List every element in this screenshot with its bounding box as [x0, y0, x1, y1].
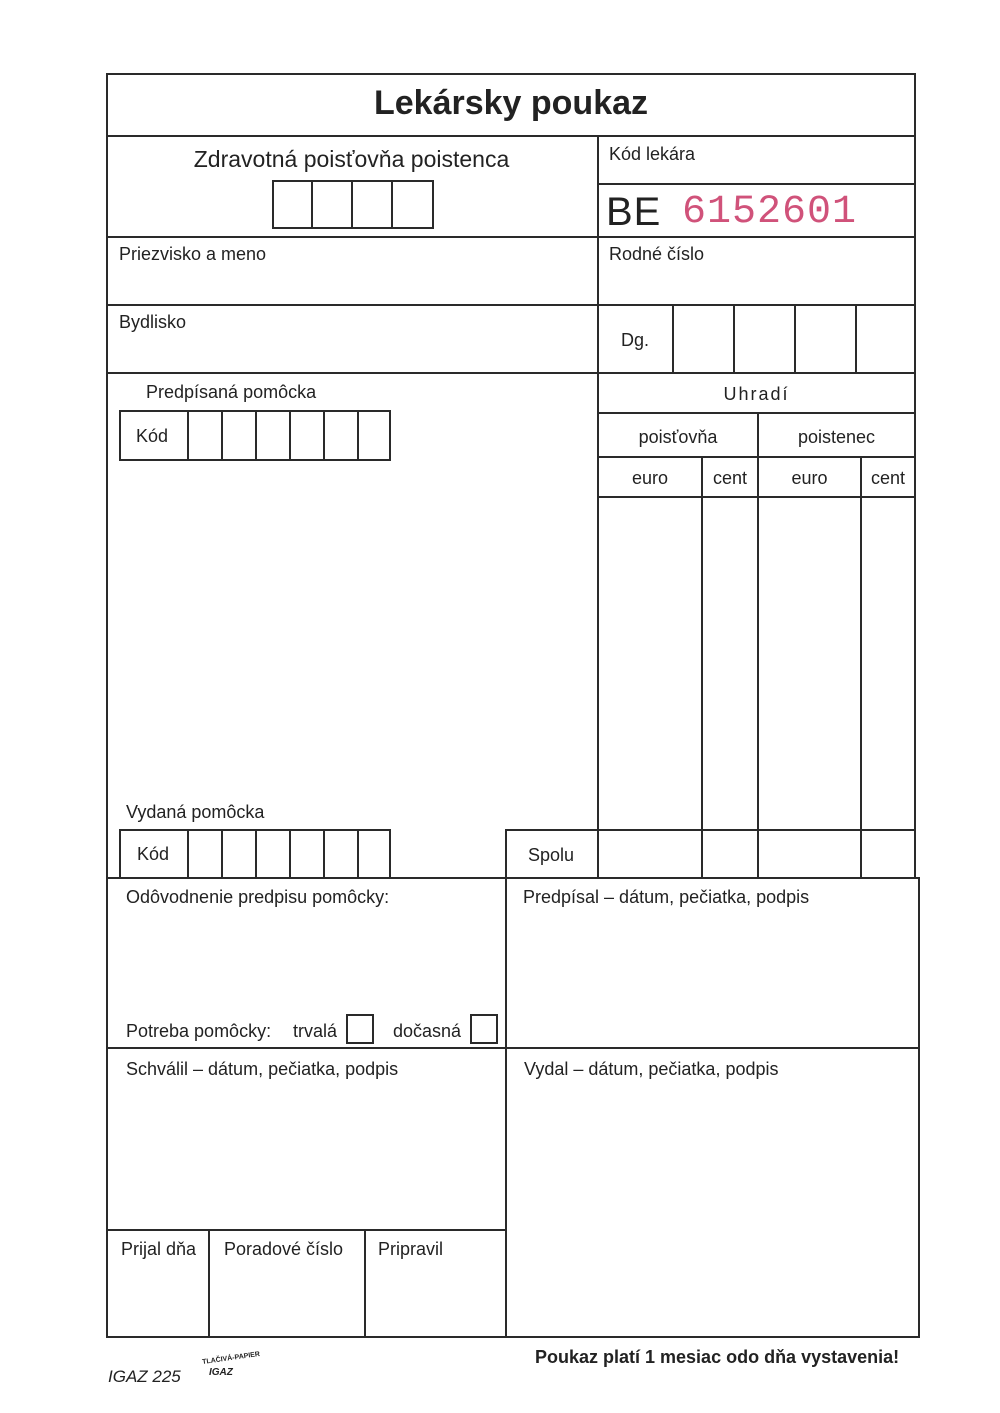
insured-column-header: poistenec: [797, 427, 876, 447]
validity-note: Poukaz platí 1 mesiac odo dňa vystavenia!: [535, 1347, 900, 1367]
prescribed-aid-label: Predpísaná pomôcka: [146, 382, 317, 402]
total-label: Spolu: [528, 845, 575, 865]
insurer-euro-header: euro: [631, 468, 669, 488]
justification-label: Odôvodnenie predpisu pomôcky:: [126, 887, 390, 907]
issued-aid-label: Vydaná pomôcka: [126, 802, 265, 822]
prescribed-code-box[interactable]: [221, 410, 257, 461]
prepared-label: Pripravil: [378, 1239, 444, 1259]
publisher-logo-text: IGAZ: [209, 1367, 233, 1378]
issued-by-label: Vydal – dátum, pečiatka, podpis: [524, 1059, 779, 1079]
address-label: Bydlisko: [119, 312, 187, 332]
issued-code-box[interactable]: [221, 829, 257, 879]
prescribed-code-box[interactable]: [323, 410, 359, 461]
insurer-code-box[interactable]: [311, 180, 353, 229]
insurer-code-box[interactable]: [272, 180, 313, 229]
insurer-code-box[interactable]: [391, 180, 434, 229]
prescribed-code-box[interactable]: [255, 410, 291, 461]
insurer-column-header: poisťovňa: [638, 427, 718, 447]
issued-code-box[interactable]: [289, 829, 325, 879]
approved-label: Schválil – dátum, pečiatka, podpis: [126, 1059, 399, 1079]
issued-code-box[interactable]: [357, 829, 391, 879]
insured-cent-header: cent: [870, 468, 906, 488]
doctor-code-label: Kód lekára: [609, 144, 696, 164]
diagnosis-label: Dg.: [621, 330, 650, 350]
temporary-label: dočasná: [393, 1021, 462, 1041]
prescribed-by-label: Predpísal – dátum, pečiatka, podpis: [523, 887, 810, 907]
prescribed-code-box[interactable]: [289, 410, 325, 461]
form-title: Lekársky poukaz: [373, 84, 649, 122]
reimbursed-label: Uhradí: [723, 384, 790, 404]
insurer-label: Zdravotná poisťovňa poistenca: [193, 146, 510, 172]
form-id: IGAZ 225: [108, 1367, 181, 1386]
received-label: Prijal dňa: [121, 1239, 197, 1259]
insurer-code-box[interactable]: [351, 180, 393, 229]
doctor-code-number: 6152601: [682, 190, 858, 235]
issued-code-box[interactable]: [323, 829, 359, 879]
prescribed-code-box[interactable]: [357, 410, 391, 461]
insured-euro-header: euro: [791, 468, 828, 488]
name-label: Priezvisko a meno: [119, 244, 267, 264]
publisher-logo-arc-text: TLAČIVÁ-PAPIER: [201, 1350, 261, 1367]
issued-code-box[interactable]: [187, 829, 223, 879]
prescribed-code-label: Kód: [136, 426, 169, 446]
issued-code-label: Kód: [137, 844, 170, 864]
permanent-checkbox[interactable]: [346, 1014, 374, 1044]
serial-label: Poradové číslo: [224, 1239, 344, 1259]
issued-code-box[interactable]: [255, 829, 291, 879]
insurer-cent-header: cent: [712, 468, 748, 488]
permanent-label: trvalá: [293, 1021, 338, 1041]
need-label: Potreba pomôcky:: [126, 1021, 272, 1041]
temporary-checkbox[interactable]: [470, 1014, 498, 1044]
doctor-code-prefix: BE: [606, 190, 662, 234]
birth-number-label: Rodné číslo: [609, 244, 705, 264]
prescribed-code-box[interactable]: [187, 410, 223, 461]
